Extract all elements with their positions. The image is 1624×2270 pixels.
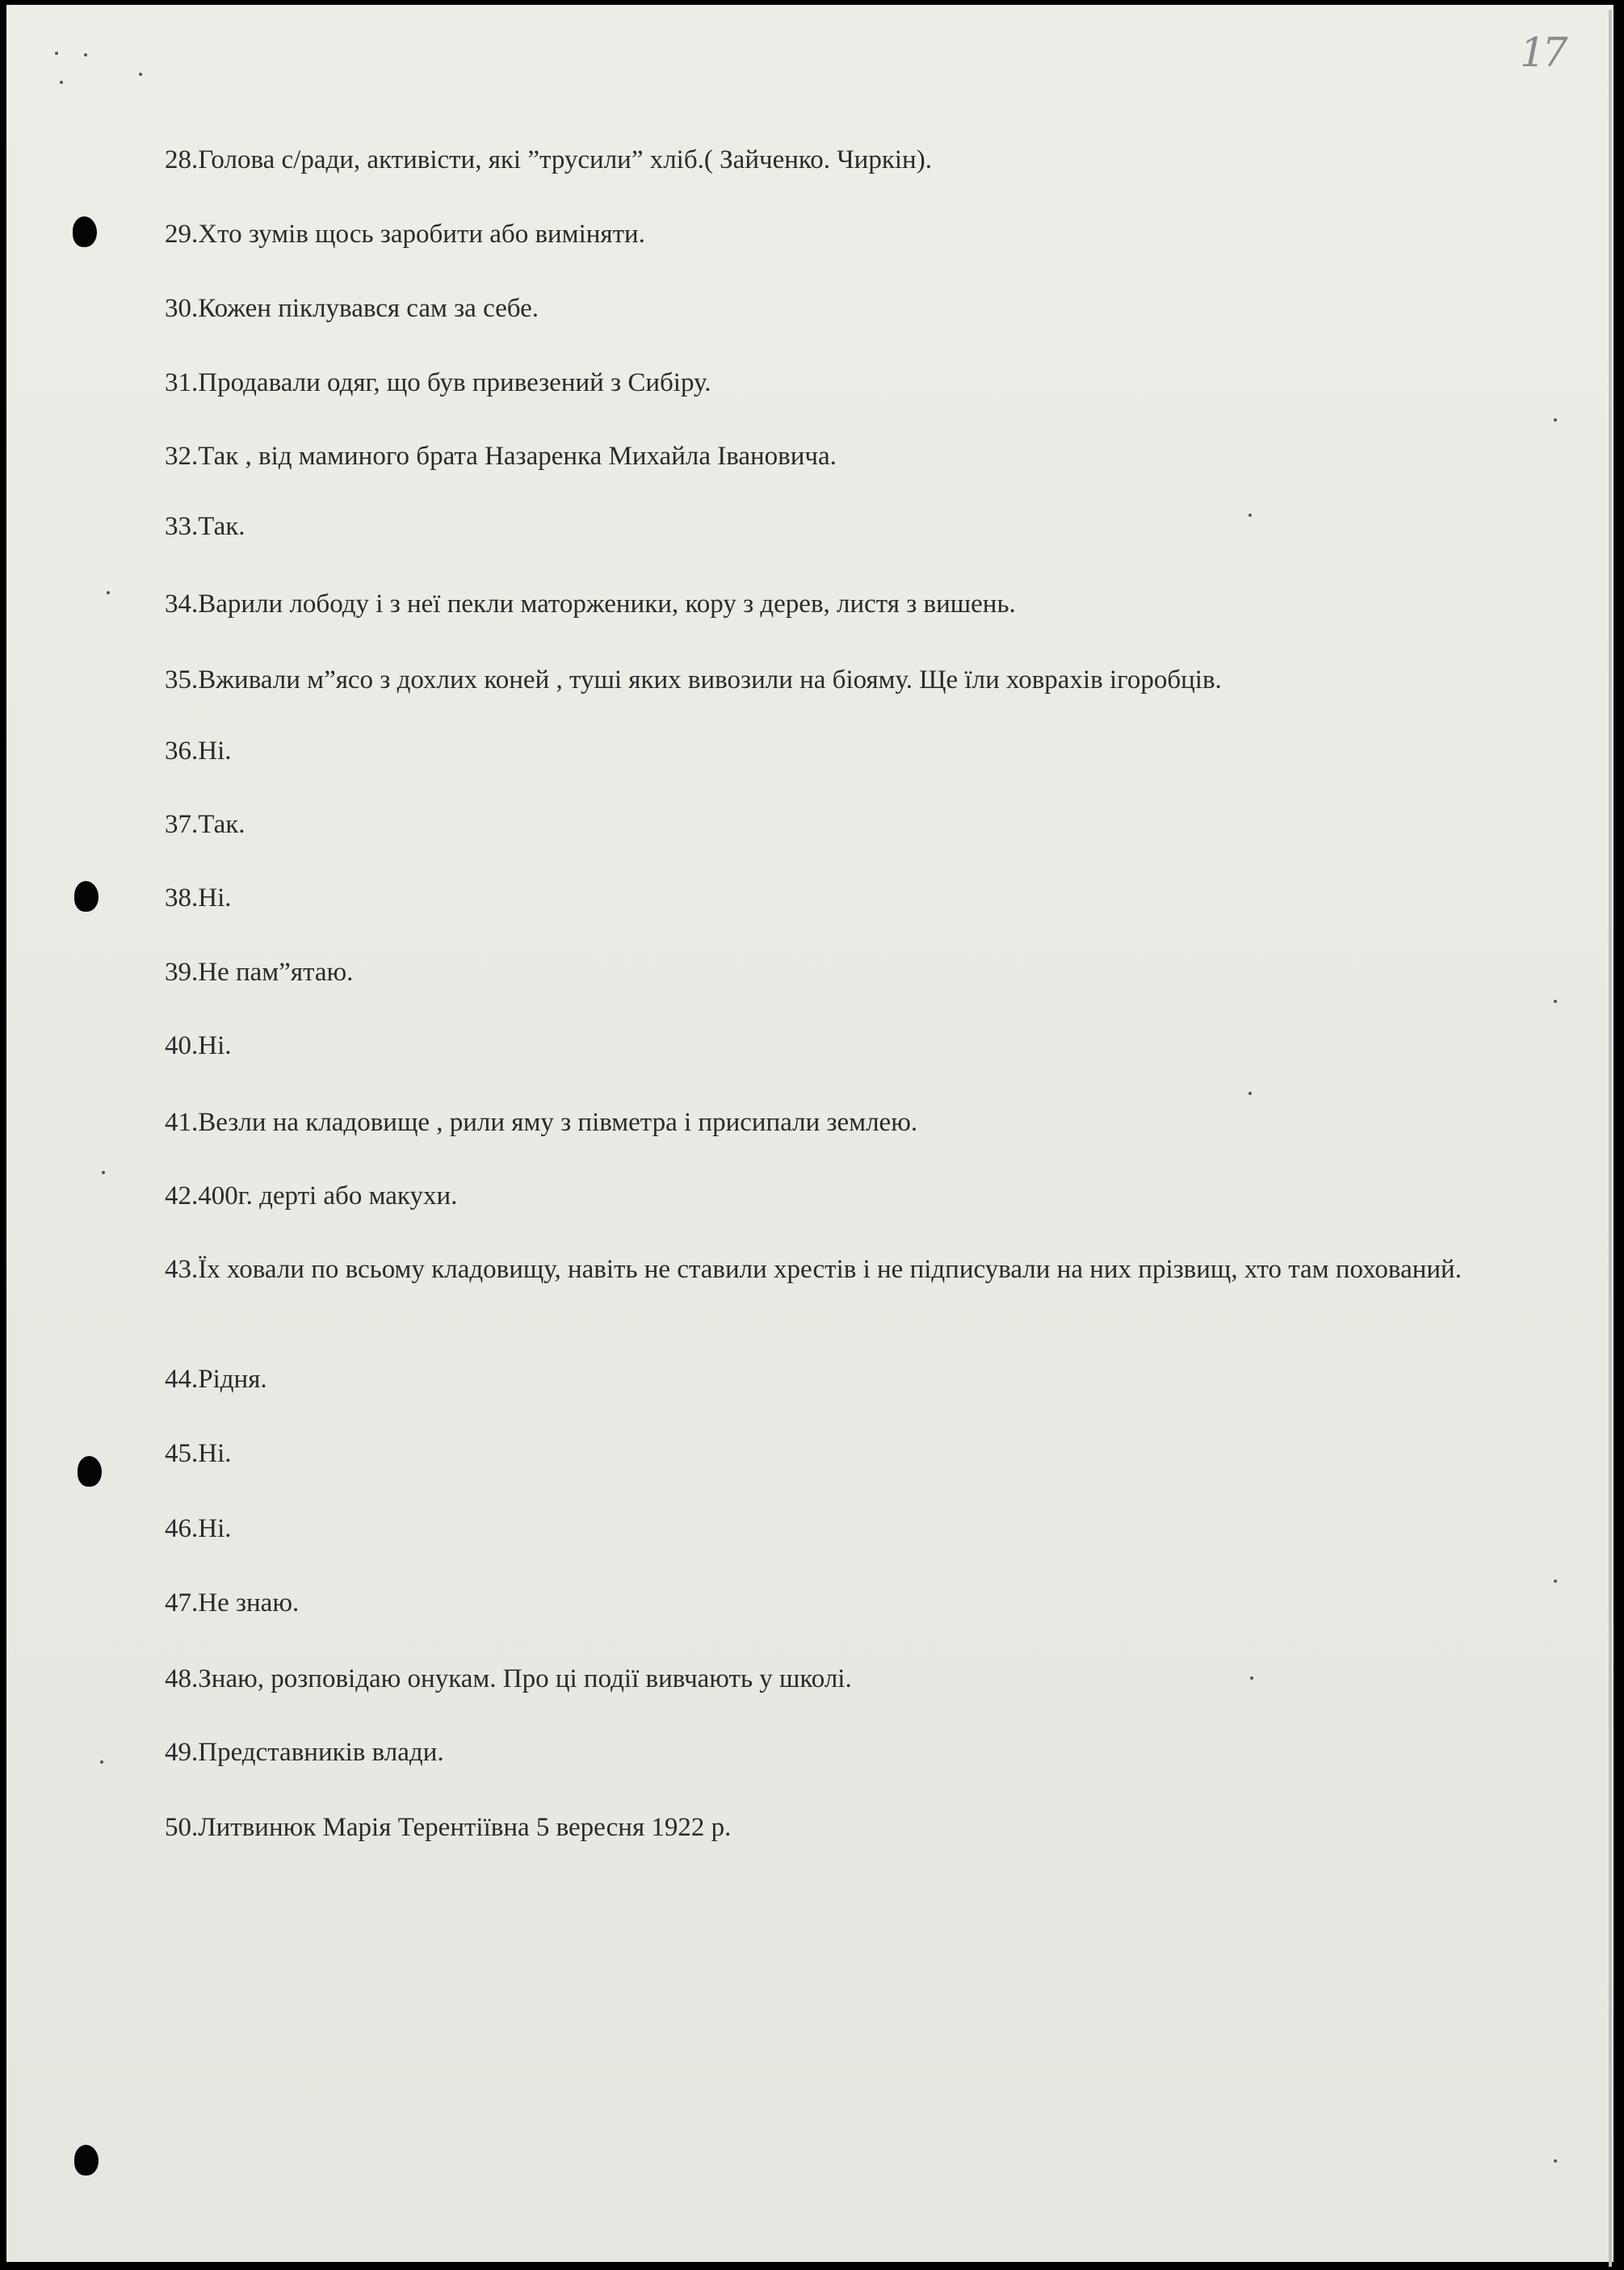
answer-item: 43.Їх ховали по всьому кладовищу, навіть не ставили хрестів і не підписували на них прізвищ, хто там похований. <box>165 1255 1462 1284</box>
answer-item: 47.Не знаю. <box>165 1588 300 1618</box>
answer-item: 50.Литвинюк Марія Терентіївна 5 вересня 1922 р. <box>165 1813 732 1842</box>
answer-item: 38.Ні. <box>165 883 232 913</box>
answer-item: 42.400г. дерті або макухи. <box>165 1181 458 1211</box>
answer-item: 49.Представників влади. <box>165 1738 444 1767</box>
answer-item: 40.Ні. <box>165 1031 232 1060</box>
answers-list <box>6 5 1614 2262</box>
page-number: 17 <box>1520 29 1565 76</box>
document-page <box>6 5 1614 2262</box>
answer-item: 34.Варили лободу і з неї пекли маторженики, кору з дерев, листя з вишень. <box>165 590 1016 619</box>
answer-item: 30.Кожен піклувався сам за себе. <box>165 294 539 323</box>
answer-item: 44.Рідня. <box>165 1365 267 1394</box>
answer-item: 35.Вживали м”ясо з дохлих коней , туші яких вивозили на біояму. Ще їли ховрахів ігоробців. <box>165 665 1222 694</box>
answer-item: 39.Не пам”ятаю. <box>165 958 354 987</box>
answer-item: 45.Ні. <box>165 1439 232 1468</box>
answer-item: 36.Ні. <box>165 736 232 766</box>
answer-item: 33.Так. <box>165 512 245 541</box>
answer-item: 46.Ні. <box>165 1514 232 1543</box>
answer-item: 29.Хто зумів щось заробити або виміняти. <box>165 220 645 249</box>
answer-item: 48.Знаю, розповідаю онукам. Про ці події вивчають у школі. <box>165 1664 852 1693</box>
answer-item: 31.Продавали одяг, що був привезений з Сибіру. <box>165 368 711 397</box>
answer-item: 41.Везли на кладовище , рили яму з півметра і присипали землею. <box>165 1108 918 1137</box>
answer-item: 37.Так. <box>165 810 245 839</box>
answer-item: 32.Так , від маминого брата Назаренка Михайла Івановича. <box>165 442 837 471</box>
answer-item: 28.Голова с/ради, активісти, які ”трусили” хліб.( Зайченко. Чиркін). <box>165 145 932 174</box>
